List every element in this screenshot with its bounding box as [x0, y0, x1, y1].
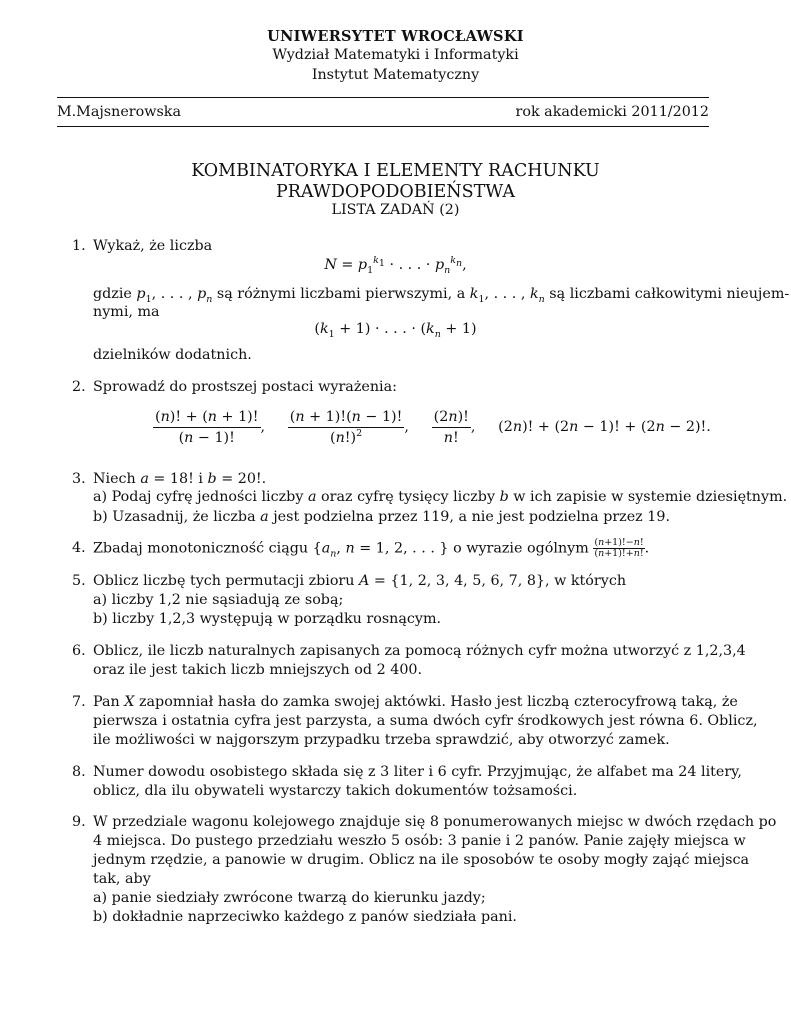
problem-text-line: b) dokładnie naprzeciwko każdego z panów siedziała pani.	[93, 909, 517, 925]
problem-text-line: b) Uzasadnij, że liczba a jest podzielna przez 119, a nie jest podzielna przez 19.	[93, 509, 670, 525]
problem-text-line: nymi, ma	[93, 304, 160, 320]
header-rule-top	[57, 97, 709, 98]
expression-3: $\frac{(2n)!}{n!}$	[433, 409, 469, 446]
problem-number: 4.	[72, 540, 86, 556]
problem-text-line: a) Podaj cyfrę jedności liczby a oraz cyfrę tysięcy liczby b w ich zapisie w systemie dziesiętnym.	[93, 489, 788, 505]
problem-text-line: tak, aby	[93, 871, 151, 887]
problem-text-line: Zbadaj monotoniczność ciągu {$a_n$, n = 1, 2, . . . } o wyrazie ogólnym $\frac{(n+1)!-n!}{(n+1)!+n!}$ .	[93, 537, 650, 560]
problem-text: Wykaż, że liczba	[93, 238, 213, 254]
problem-number: 3.	[72, 471, 86, 487]
document-subtitle: LISTA ZADAŃ (2)	[331, 202, 460, 218]
problem-number: 5.	[72, 573, 86, 589]
academic-year: rok akademicki 2011/2012	[515, 104, 709, 120]
problem-text-line: Niech a = 18! i b = 20!.	[93, 471, 267, 487]
problem-number: 7.	[72, 694, 86, 710]
formula-divisors: $(k_1 + 1)$ · . . . · $(k_n + 1)$	[314, 321, 477, 340]
problem-text-line: Numer dowodu osobistego składa się z 3 liter i 6 cyfr. Przyjmując, że alfabet ma 24 litery,	[93, 764, 742, 780]
document-title-line2: PRAWDOPODOBIEŃSTWA	[275, 182, 516, 202]
university-name: UNIWERSYTET WROCŁAWSKI	[267, 28, 524, 45]
expressions-row: $\frac{(n)! + (n + 1)!}{(n - 1)!}$ , $\frac{(n + 1)!(n - 1)!}{(n!)^2}$ , $\frac{(2n)!}{n!}$ , (2n)! + (2n − 1)! + (2n − 2)!.	[155, 409, 711, 446]
expression-1: $\frac{(n)! + (n + 1)!}{(n - 1)!}$	[155, 409, 259, 446]
problem-number: 6.	[72, 643, 86, 659]
problem-number: 1.	[72, 238, 86, 254]
problem-text-line: pierwsza i ostatnia cyfra jest parzysta, a suma dwóch cyfr środkowych jest równa 6. Oblicz,	[93, 713, 758, 729]
document-title-line1: KOMBINATORYKA I ELEMENTY RACHUNKU	[191, 161, 600, 181]
expression-2: $\frac{(n + 1)!(n - 1)!}{(n!)^2}$	[289, 409, 403, 446]
problem-text-line: b) liczby 1,2,3 występują w porządku rosnącym.	[93, 611, 442, 627]
problem-text-line: Pan X zapomniał hasła do zamka swojej aktówki. Hasło jest liczbą czterocyfrową taką, że	[93, 694, 738, 710]
problem-text-line: Oblicz liczbę tych permutacji zbioru A = {1, 2, 3, 4, 5, 6, 7, 8}, w których	[93, 573, 627, 589]
general-term-fraction: $\frac{(n+1)!-n!}{(n+1)!+n!}$	[594, 537, 644, 559]
problem-number: 2.	[72, 379, 86, 395]
problem-text: Sprowadź do prostszej postaci wyrażenia:	[93, 379, 397, 395]
problem-text-line: gdzie $p_1$, . . . , $p_n$ są różnymi liczbami pierwszymi, a $k_1$, . . . , $k_n$ są liczbami całkowitymi nieujem-	[93, 286, 790, 305]
formula-n: $N = p_1^{k_1}$ · . . . · $p_n^{k_n}$,	[324, 255, 467, 276]
problem-number: 9.	[72, 814, 86, 830]
problem-text-line: W przedziale wagonu kolejowego znajduje się 8 ponumerowanych miejsc w dwóch rzędach po	[93, 814, 777, 830]
problem-number: 8.	[72, 764, 86, 780]
problem-text-line: jednym rzędzie, a panowie w drugim. Oblicz na ile sposobów te osoby mogły zająć miejsca	[93, 852, 750, 868]
problem-text-line: oblicz, dla ilu obywateli wystarczy takich dokumentów tożsamości.	[93, 783, 578, 799]
author-name: M.Majsnerowska	[57, 104, 181, 120]
problem-text-line: Oblicz, ile liczb naturalnych zapisanych za pomocą różnych cyfr można utworzyć z 1,2,3,4	[93, 643, 746, 659]
faculty-name: Wydział Matematyki i Informatyki	[272, 47, 519, 63]
problem-text-line: a) panie siedziały zwrócone twarzą do kierunku jazdy;	[93, 890, 486, 906]
problem-text-line: a) liczby 1,2 nie sąsiadują ze sobą;	[93, 592, 344, 608]
problem-text-line: dzielników dodatnich.	[93, 347, 252, 363]
institute-name: Instytut Matematyczny	[311, 67, 480, 83]
problem-text-line: 4 miejsca. Do pustego przedziału weszło 5 osób: 3 panie i 2 panów. Panie zajęły miejsca w	[93, 833, 746, 849]
problem-text-line: oraz ile jest takich liczb mniejszych od 2 400.	[93, 662, 423, 678]
header-rule-bottom	[57, 126, 709, 127]
problem-text-line: ile możliwości w najgorszym przypadku trzeba sprawdzić, aby otworzyć zamek.	[93, 732, 670, 748]
